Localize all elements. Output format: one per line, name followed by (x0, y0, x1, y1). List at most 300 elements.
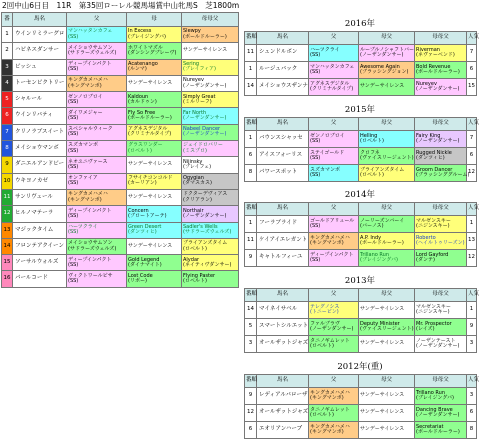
hdr-damsire: 母父 (359, 289, 415, 302)
entry-dam-damsire (182, 59, 239, 75)
result-damsire-line1: Trillano Run (360, 251, 390, 258)
hdr-dam-damsire: 母母父 (415, 289, 467, 302)
entry-dam-damsire-line1: Nijinsky (183, 158, 203, 165)
result-number: 14 (245, 302, 257, 319)
result-dam-damsire-line1: Mr. Prospector (416, 320, 452, 327)
result-dam-damsire-line2: (ヘイルトゥリーズン) (416, 240, 465, 246)
result-popularity: 6 (467, 62, 477, 79)
entry-row (2, 238, 239, 254)
entry-sire (67, 92, 127, 108)
entry-damsire-line2: (リボー) (128, 278, 147, 285)
result-dam-damsire (415, 148, 467, 165)
entry-dam-damsire (182, 189, 239, 205)
result-sire (309, 216, 359, 233)
entries-body (2, 27, 239, 288)
entry-damsire (127, 157, 182, 173)
entry-damsire-line1: Acatenango (128, 60, 158, 67)
hdr-name: 馬名 (257, 203, 309, 216)
entry-number: 12 (2, 206, 13, 222)
hdr-popularity: 人気 (467, 289, 477, 302)
entry-damsire-line1: サンデーサイレンス (128, 193, 173, 200)
result-damsire (359, 45, 415, 62)
result-name: バウンスシャッセ (257, 131, 309, 148)
entries-header-row (2, 13, 239, 27)
result-name: マイネイサベル (257, 302, 309, 319)
entry-dam-damsire-line2: (ブレイフィア) (183, 66, 216, 73)
hdr-sire: 父 (309, 118, 359, 131)
entry-row (2, 271, 239, 287)
entry-sire-line2: (SS) (68, 164, 79, 171)
hdr-sire: 父 (309, 203, 359, 216)
result-sire-line1: キングカメハメハ (310, 389, 350, 396)
entry-damsire (127, 75, 182, 91)
entry-damsire (127, 92, 182, 108)
entry-number: 5 (2, 92, 13, 108)
entry-dam-damsire (182, 206, 239, 222)
entry-sire (67, 108, 127, 124)
entry-damsire (127, 43, 182, 59)
entry-sire-line2: (SS) (68, 147, 79, 154)
entry-dam-damsire-line2: (ノーザンダンサー) (183, 82, 227, 89)
result-popularity: 9 (467, 319, 477, 336)
entry-damsire (127, 271, 182, 287)
result-sire (309, 233, 359, 250)
entry-damsire-line2: (クリミナルタイプ) (128, 131, 172, 138)
hdr-damsire: 母父 (359, 118, 415, 131)
entry-row (2, 141, 239, 157)
hdr-dam-damsire: 母母父 (415, 375, 467, 388)
entry-sire-line1: キングカメハメハ (68, 191, 108, 198)
result-row (245, 233, 477, 250)
entry-dam-damsire-line2: (ノーザンダンサー) (183, 131, 227, 138)
entry-name: ウキヨノカゼ (13, 173, 67, 189)
hdr-sire: 父 (309, 32, 359, 45)
result-dam-damsire-line1: Secretariat (416, 423, 444, 430)
result-dam-damsire-line2: (ボールドルーラー) (416, 429, 460, 435)
entry-row (2, 108, 239, 124)
entry-sire-line2: (サドラーズウェルズ) (68, 49, 117, 56)
result-dam-damsire-line1: Nureyev (416, 80, 437, 87)
result-popularity: 7 (467, 45, 477, 62)
entry-sire-line1: ハーツクライ (68, 223, 98, 230)
year-header-row (245, 32, 477, 45)
result-name: アイスフォーリス (257, 148, 309, 165)
entry-damsire (127, 222, 182, 238)
hdr-popularity: 人気 (467, 118, 477, 131)
result-dam-damsire (415, 405, 467, 422)
entry-name: クリノラブスイート (13, 124, 67, 140)
result-row (245, 216, 477, 233)
entry-row (2, 75, 239, 91)
entry-damsire-line2: (ブロートアーテ) (128, 212, 167, 219)
entry-sire (67, 189, 127, 205)
entry-damsire-line1: Green Desert (128, 223, 162, 230)
result-name: ルージュバック (257, 62, 309, 79)
entry-dam-damsire-line2: (ノーザンダンサー) (183, 212, 227, 219)
result-sire (309, 250, 359, 267)
entry-sire-line1: キングカメハメハ (68, 77, 108, 84)
result-name: パワースポット (257, 165, 309, 182)
entry-dam-damsire (182, 108, 239, 124)
result-popularity: 7 (467, 131, 477, 148)
entry-dam-damsire-line1: Flying Paster (183, 272, 216, 279)
entry-dam-damsire (182, 157, 239, 173)
result-dam-damsire (415, 388, 467, 405)
entry-name: ハピネスダンサー (13, 43, 67, 59)
result-row (245, 302, 477, 319)
result-sire-line1: タニノギムレット (310, 337, 350, 344)
entry-number: 10 (2, 173, 13, 189)
result-number: 11 (245, 233, 257, 250)
result-sire-line2: (キングマンボ) (310, 429, 344, 435)
entry-row (2, 255, 239, 271)
result-dam-damsire-line2: (ネヴァーベンド) (416, 52, 455, 58)
entry-sire-line2: (SS) (68, 115, 79, 122)
result-sire-line1: スズカマンボ (310, 166, 341, 173)
entry-dam-damsire-line1: Simply Great (183, 93, 216, 100)
entry-sire-line1: マンハッタンカフェ (68, 28, 113, 35)
result-number: 9 (245, 388, 257, 405)
entry-sire (67, 173, 127, 189)
result-sire (309, 62, 359, 79)
entry-damsire (127, 189, 182, 205)
result-damsire-line2: (ロベルト) (360, 172, 384, 178)
entry-name: ソーサルウォルズ (13, 255, 67, 271)
entry-name: トーセンビクトリー (13, 75, 67, 91)
result-damsire-line1: サンデーサイレンス (360, 392, 405, 399)
entry-sire-line1: スズカマンボ (68, 142, 99, 149)
result-sire (309, 165, 359, 182)
result-damsire (359, 422, 415, 439)
year-heading: 2012年(重) (337, 362, 383, 372)
result-name: レディアルバローザ (257, 388, 309, 405)
result-dam-damsire-line1: Fairy King (416, 132, 441, 139)
result-damsire-line1: クロフネ (360, 149, 380, 156)
year-results-table (244, 31, 480, 96)
result-number: 1 (245, 131, 257, 148)
entry-damsire-line1: グラスワンダー (128, 142, 163, 149)
result-dam-damsire-line2: (ダンツィヒ) (416, 155, 445, 161)
year-header-row (245, 375, 477, 388)
entry-dam-damsire-line1: ブライアンズタイム (183, 240, 228, 247)
entry-dam-damsire-line1: Sering (183, 60, 200, 67)
result-dam-damsire-line2: (ニジンスキー) (416, 223, 450, 229)
entry-dam-damsire-line2: (ミルリーフ) (183, 98, 212, 105)
result-dam-damsire-line2: (ノーザンダンサー) (416, 138, 460, 144)
entry-sire (67, 43, 127, 59)
result-sire-line2: (ロベルト) (310, 412, 334, 418)
result-dam-damsire (415, 79, 467, 96)
entry-damsire-line2: (ボールドルーラー) (128, 115, 172, 122)
result-name: エオリアンハープ (257, 422, 309, 439)
year-heading: 2014年 (344, 190, 376, 200)
result-damsire-line1: Awesome Again (360, 63, 400, 70)
hdr-dam-damsire: 母母父 (415, 32, 467, 45)
entry-sire (67, 222, 127, 238)
result-sire-line1: ディープインパクト (310, 251, 354, 258)
result-dam-damsire-line2: (ボールドルーラー) (416, 69, 460, 75)
header-name: 馬名 (13, 13, 67, 27)
result-sire-line1: ファルブラヴ (310, 320, 340, 327)
result-sire-line1: テレグノシス (310, 303, 340, 310)
result-damsire (359, 216, 415, 233)
entry-number: 13 (2, 222, 13, 238)
entry-number: 8 (2, 141, 13, 157)
result-row (245, 79, 477, 96)
entry-sire-line2: (SS) (68, 33, 79, 40)
result-name: メイショウスザンナ (257, 79, 309, 96)
result-damsire-line2: (ロベルト) (360, 138, 384, 144)
entry-number: 15 (2, 255, 13, 271)
year-heading: 2016年 (344, 19, 376, 29)
entry-damsire-line1: Fly So Free (128, 109, 156, 116)
result-damsire (359, 388, 415, 405)
entry-sire-line2: (SS) (68, 261, 79, 268)
entry-name: ウインリミラーグロ (13, 27, 67, 43)
entry-dam-damsire-line1: ドクターデヴィアス (183, 191, 228, 198)
entry-dam-damsire-line2: (ノーザンダンサー) (183, 115, 227, 122)
result-sire-line1: ゼンノロブロイ (310, 132, 345, 139)
result-dam-damsire-line2: (ニジンスキー) (416, 309, 450, 315)
entry-sire (67, 124, 127, 140)
result-damsire-line1: ノーリーズンバーイ (360, 217, 405, 224)
result-damsire-line1: サンデーサイレンス (360, 426, 405, 433)
entry-damsire-line1: In Excess (128, 28, 152, 35)
entry-sire (67, 255, 127, 271)
entry-damsire-line2: (ダンシングブレーヴ) (128, 49, 177, 56)
result-number: 9 (245, 250, 257, 267)
result-name: フーラブライド (257, 216, 309, 233)
result-damsire-line1: サンデーサイレンス (360, 409, 405, 416)
entry-sire-line2: (キングマンボ) (68, 196, 102, 203)
header-sire: 父 (67, 13, 127, 27)
entry-sire (67, 206, 127, 222)
result-row (245, 422, 477, 439)
entry-damsire-line1: サンデーサイレンス (128, 242, 173, 249)
result-sire-line2: (ロベルト) (310, 343, 334, 349)
entry-damsire-line1: Concern (128, 207, 149, 214)
result-damsire-line1: ブライアンズタイム (360, 166, 405, 173)
entry-dam-damsire-line2: (ボールドルーラー) (183, 33, 227, 40)
entry-damsire-line2: (ロベルト) (128, 147, 152, 154)
result-sire-line2: (クリミナルタイプ) (310, 86, 354, 92)
result-name: オールザットジャズ (257, 405, 309, 422)
result-dam-damsire-line1: Trillano Run (416, 389, 446, 396)
entry-name: メイショウマンボ (13, 141, 67, 157)
entry-dam-damsire-line1: Far North (183, 109, 207, 116)
result-dam-damsire (415, 216, 467, 233)
entry-dam-damsire-line1: ジェイドロバリー (183, 142, 223, 149)
entry-dam-damsire (182, 92, 239, 108)
hdr-sire: 父 (309, 375, 359, 388)
entry-sire-line2: (SS) (68, 212, 79, 219)
entry-damsire (127, 255, 182, 271)
entry-row (2, 43, 239, 59)
entry-number: 4 (2, 75, 13, 91)
header-num: 番 (2, 13, 13, 27)
entry-dam-damsire (182, 255, 239, 271)
entry-damsire (127, 173, 182, 189)
result-damsire (359, 62, 415, 79)
result-number: 5 (245, 319, 257, 336)
entry-damsire-line1: Gold Legend (128, 256, 160, 263)
result-sire (309, 45, 359, 62)
entry-row (2, 206, 239, 222)
result-popularity: 12 (467, 165, 477, 182)
entry-row (2, 173, 239, 189)
result-sire-line1: ハーツクライ (310, 46, 340, 53)
entry-dam-damsire (182, 124, 239, 140)
result-number: 12 (245, 405, 257, 422)
entry-damsire (127, 206, 182, 222)
entry-row (2, 222, 239, 238)
result-number: 3 (245, 336, 257, 353)
result-sire (309, 131, 359, 148)
result-number: 14 (245, 79, 257, 96)
result-popularity: 6 (467, 405, 477, 422)
result-damsire-line1: サンデーサイレンス (360, 340, 405, 347)
result-sire (309, 388, 359, 405)
entry-name: パールコード (13, 271, 67, 287)
result-popularity: 1 (467, 302, 477, 319)
result-sire-line2: (ノーザンダンサー) (310, 326, 354, 332)
result-sire (309, 319, 359, 336)
result-popularity: 6 (467, 148, 477, 165)
entry-damsire-line2: (ブレイジングバ) (128, 33, 166, 40)
entry-dam-damsire-line1: サンデーサイレンス (183, 47, 228, 54)
entry-sire-line1: ディープインパクト (68, 256, 112, 263)
result-number: 1 (245, 216, 257, 233)
hdr-name: 馬名 (257, 118, 309, 131)
result-damsire-line2: (ヴァイスリージェント) (360, 155, 414, 161)
result-sire-line1: キングカメハメハ (310, 234, 350, 241)
result-sire-line2: (SS) (310, 223, 321, 229)
entries-table (1, 12, 239, 288)
result-dam-damsire (415, 165, 470, 182)
entry-sire-line1: メイショウサムソン (68, 44, 113, 51)
result-name: オールザットジャズ (257, 336, 309, 353)
entry-sire (67, 59, 127, 75)
entry-sire-line2: (SS) (68, 278, 79, 285)
result-damsire-line1: Deputy Minister (360, 320, 400, 327)
entry-sire-line2: (SS) (68, 131, 79, 138)
result-popularity: 3 (467, 388, 477, 405)
result-dam-damsire-line2: (レイズ) (416, 326, 435, 332)
entry-damsire (127, 108, 182, 124)
entry-dam-damsire-line1: Slewpy (183, 28, 201, 35)
entry-row (2, 59, 239, 75)
entry-dam-damsire-line2: (サドラーズウェルズ) (183, 229, 232, 236)
result-name: スマートシルエット (257, 319, 309, 336)
result-row (245, 45, 477, 62)
entry-dam-damsire (182, 173, 239, 189)
entry-damsire (127, 124, 182, 140)
entry-number: 11 (2, 189, 13, 205)
result-dam-damsire-line1: Bold Revenue (416, 63, 451, 70)
entry-name: ビッシュ (13, 59, 67, 75)
result-sire (309, 302, 359, 319)
result-sire-line2: (SS) (310, 155, 321, 161)
entry-name: フロンテアクイーン (13, 238, 67, 254)
result-sire (309, 79, 359, 96)
entry-damsire-line1: Lost Code (128, 272, 153, 279)
entry-sire-line2: (SS) (68, 180, 79, 187)
result-damsire (359, 319, 415, 336)
entry-sire-line2: (キングマンボ) (68, 82, 102, 89)
entry-sire (67, 27, 127, 43)
entry-damsire-line2: (ダイナマイト) (128, 261, 162, 268)
entry-damsire-line1: Kaldoun (128, 93, 149, 100)
entry-row (2, 157, 239, 173)
hdr-damsire: 母父 (359, 375, 415, 388)
entry-sire (67, 157, 127, 173)
result-dam-damsire (415, 336, 467, 353)
entry-dam-damsire-line1: Northair (183, 207, 204, 214)
entry-sire-line2: (SS) (68, 98, 79, 105)
header-dam: 母 (127, 13, 182, 27)
entry-number: 9 (2, 157, 13, 173)
result-dam-damsire-line1: Groom Dancer (416, 166, 453, 173)
entry-dam-damsire-line1: Alydar (183, 256, 200, 263)
entry-damsire-line2: (ダンツィヒ) (128, 229, 157, 236)
result-damsire (359, 79, 415, 96)
entry-number: 6 (2, 108, 13, 124)
result-damsire-line2: (ヴァイスリージェント) (360, 326, 414, 332)
entry-damsire (127, 27, 182, 43)
year-heading: 2013年 (344, 276, 376, 286)
year-heading: 2015年 (344, 105, 376, 115)
result-number: 6 (245, 148, 257, 165)
result-sire (309, 148, 359, 165)
result-sire-line2: (SS) (310, 138, 321, 144)
result-dam-damsire (415, 302, 467, 319)
entry-dam-damsire-line2: (ロベルト) (183, 278, 207, 285)
result-row (245, 388, 477, 405)
result-sire-line2: (キングマンボ) (310, 240, 344, 246)
result-damsire-line2: (ブラッシングジョン) (360, 69, 409, 75)
entry-sire-line1: メイショウサムソン (68, 240, 113, 247)
result-name: ケイアイエレガント (257, 233, 309, 250)
result-dam-damsire-line2: (ノーザンダンサー) (416, 86, 460, 92)
result-damsire-line1: サンデーサイレンス (360, 83, 405, 90)
entry-sire-line2: (SS) (68, 66, 79, 73)
result-dam-damsire (415, 62, 467, 79)
result-dam-damsire-line2: (ブラッシンググルーム) (416, 172, 470, 178)
result-row (245, 131, 477, 148)
entry-damsire-line2: (ルンマ) (128, 66, 147, 73)
entry-damsire-line1: フサイチコンコルド (128, 175, 173, 182)
hdr-dam-damsire: 母母父 (415, 118, 467, 131)
result-damsire-line2: (バーノス) (360, 223, 384, 229)
result-sire-line1: タニノギムレット (310, 406, 350, 413)
hdr-name: 馬名 (257, 375, 309, 388)
entry-sire-line1: ゼンノロブロイ (68, 93, 103, 100)
result-damsire (359, 233, 415, 250)
year-results-table (244, 202, 480, 267)
entry-row (2, 92, 239, 108)
hdr-damsire: 母父 (359, 32, 415, 45)
hdr-rank: 番順 (245, 118, 257, 131)
entry-sire-line1: ネオユニヴァース (68, 158, 108, 165)
entry-row (2, 27, 239, 43)
entry-row (2, 189, 239, 205)
entry-dam-damsire (182, 43, 239, 59)
hdr-rank: 番順 (245, 289, 257, 302)
result-dam-damsire-line1: ノーザンテースト (416, 337, 456, 344)
result-popularity: 12 (467, 250, 477, 267)
hdr-rank: 番順 (245, 32, 257, 45)
result-damsire (359, 165, 415, 182)
